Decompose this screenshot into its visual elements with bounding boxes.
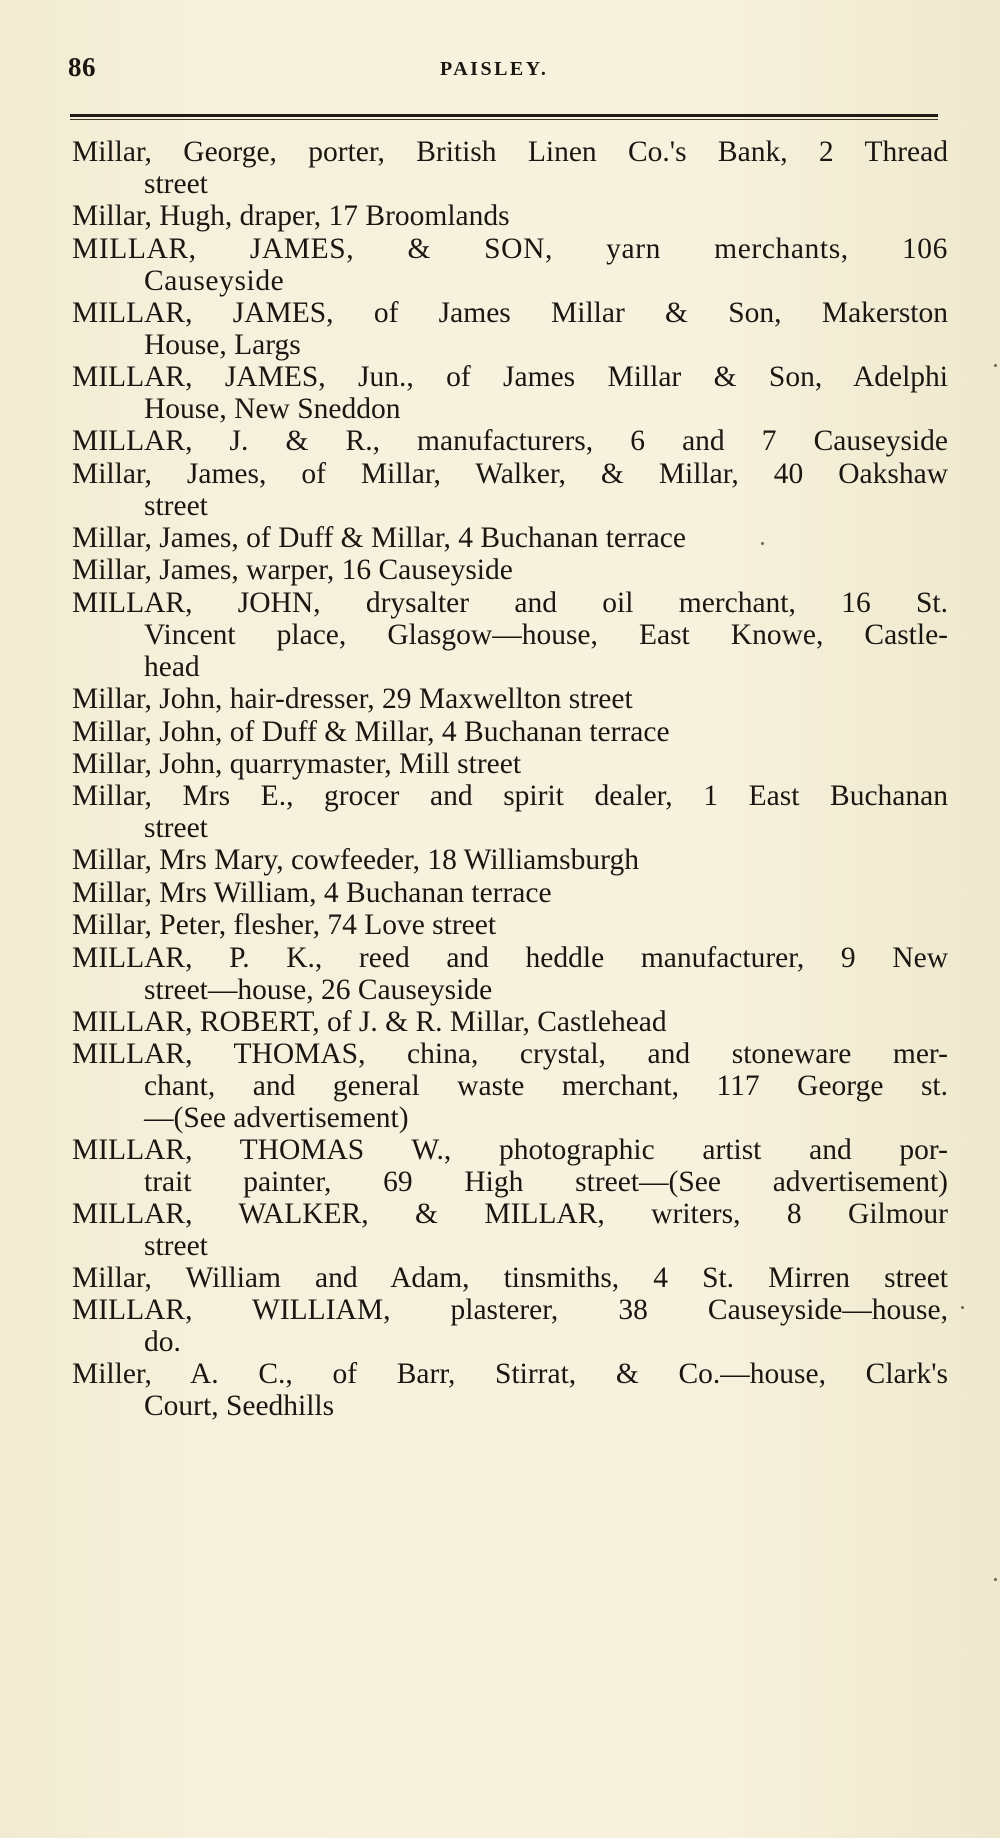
entry-line: Millar, James, of Millar, Walker, & Millar, 40 Oakshaw xyxy=(72,458,948,490)
print-speck xyxy=(994,1578,997,1581)
entry-continuation-line: Vincent place, Glasgow—house, East Knowe, Castle- xyxy=(144,619,948,651)
entry-line: MILLAR, THOMAS W., photographic artist and por- xyxy=(72,1134,948,1166)
entry-line: MILLAR, ROBERT, of J. & R. Millar, Castlehead xyxy=(72,1006,667,1038)
entry-line: MILLAR, JOHN, drysalter and oil merchant, 16 St. xyxy=(72,587,948,619)
entry-line: Millar, John, quarrymaster, Mill street xyxy=(72,748,522,780)
print-speck xyxy=(761,542,764,545)
entry-continuation-line: Causeyside xyxy=(144,265,285,297)
entry-continuation-line: do. xyxy=(144,1326,181,1358)
entry-continuation-line: House, New Sneddon xyxy=(144,393,401,425)
entry-line: MILLAR, JAMES, Jun., of James Millar & Son, Adelphi xyxy=(72,361,948,393)
entry-line: Millar, William and Adam, tinsmiths, 4 St. Mirren street xyxy=(72,1262,948,1294)
entry-line: Millar, James, warper, 16 Causeyside xyxy=(72,554,513,586)
header-rule xyxy=(70,114,938,117)
entry-line: Millar, Peter, flesher, 74 Love street xyxy=(72,909,497,941)
entry-line: Millar, Mrs E., grocer and spirit dealer, 1 East Buchanan xyxy=(72,780,948,812)
entry-line: MILLAR, JAMES, of James Millar & Son, Makerston xyxy=(72,297,948,329)
entry-continuation-line: House, Largs xyxy=(144,329,301,361)
entry-line: MILLAR, P. K., reed and heddle manufacturer, 9 New xyxy=(72,942,948,974)
entry-line: Millar, John, of Duff & Millar, 4 Buchanan terrace xyxy=(72,716,670,748)
entry-continuation-line: trait painter, 69 High street—(See advertisement) xyxy=(144,1166,948,1198)
entry-continuation-line: street xyxy=(144,812,208,844)
entry-continuation-line: Court, Seedhills xyxy=(144,1390,335,1422)
entry-continuation-line: —(See advertisement) xyxy=(144,1102,409,1134)
entry-line: MILLAR, WILLIAM, plasterer, 38 Causeyside—house, xyxy=(72,1294,948,1326)
header-rule-thin xyxy=(70,119,938,120)
entry-continuation-line: head xyxy=(144,651,200,683)
entry-line: Millar, James, of Duff & Millar, 4 Buchanan terrace xyxy=(72,522,686,554)
entry-continuation-line: chant, and general waste merchant, 117 George st. xyxy=(144,1070,948,1102)
entry-line: Millar, Mrs Mary, cowfeeder, 18 Williamsburgh xyxy=(72,844,639,876)
entry-continuation-line: street xyxy=(144,1230,208,1262)
running-head: PAISLEY. xyxy=(440,58,549,80)
entry-continuation-line: street—house, 26 Causeyside xyxy=(144,974,493,1006)
entry-line: MILLAR, JAMES, & SON, yarn merchants, 106 xyxy=(72,233,948,265)
entry-line: Millar, Hugh, draper, 17 Broomlands xyxy=(72,200,510,232)
entry-line: Miller, A. C., of Barr, Stirrat, & Co.—house, Clark's xyxy=(72,1358,948,1390)
entry-line: MILLAR, THOMAS, china, crystal, and stoneware mer- xyxy=(72,1038,948,1070)
print-speck xyxy=(961,1306,964,1309)
entry-line: Millar, John, hair-dresser, 29 Maxwellton street xyxy=(72,683,633,715)
page-number: 86 xyxy=(68,52,96,82)
entry-line: MILLAR, J. & R., manufacturers, 6 and 7 Causeyside xyxy=(72,425,948,457)
print-speck xyxy=(994,364,997,367)
entry-line: Millar, George, porter, British Linen Co.'s Bank, 2 Thread xyxy=(72,136,948,168)
entry-continuation-line: street xyxy=(144,168,208,200)
entry-line: Millar, Mrs William, 4 Buchanan terrace xyxy=(72,877,552,909)
entry-continuation-line: street xyxy=(144,490,208,522)
entry-line: MILLAR, WALKER, & MILLAR, writers, 8 Gilmour xyxy=(72,1198,948,1230)
